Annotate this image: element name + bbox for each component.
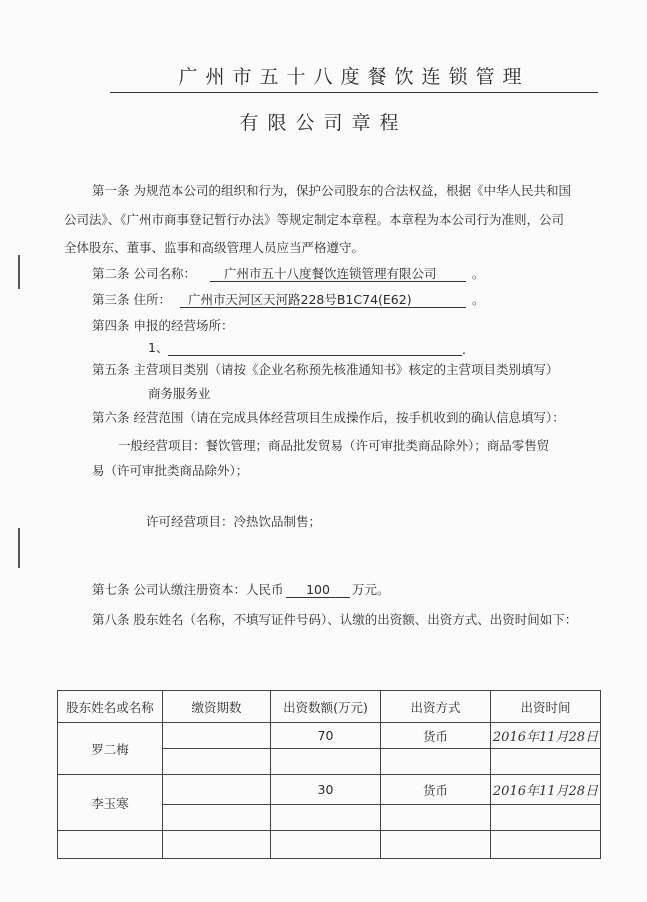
company-name-value: 广州市五十八度餐饮连锁管理有限公司 <box>210 266 466 282</box>
handwritten-date: 2016年11月28日 <box>491 775 601 805</box>
document-page: 广州市五十八度餐饮连锁管理 有限公司章程 第一条 为规范本公司的组织和行为，保护公司股东的合法权益，根据《中华人民共和国 公司法》、《广州市商事登记暂行办法》等规定制定本章程。本章程为本公司行为准则，公司 全体股东、董事、监事和高级管理人员应当严格遵守。 第二条 公司名称： 广州市五十八度餐饮连锁管理有限公司 。 第三条 住所： 广州市天河区天河路228号B1C74(E62) 。 第四条 申报的经营场所： 1、 . 第五条 主营项目类别（请按《企业名称预先核准通知书》核定的主营项目类别填写） 商务服务业 第六条 经营范围（请在完成具体经营项目生成操作后，按手机收到的确认信息填写）： 一般经营项目：餐饮管理；商品批发贸易（许可审批类商品除外）；商品零售贸 易（许可审批类商品除外）； 许可经营项目：冷热饮品制售； 第七条 公司认缴注册资本：人民币 100 万元。 第八条 股东姓名（名称，不填写证件号码）、认缴的出资额、出资方式、出资时间如下： 股东姓名或名称 缴资期数 出资数额(万元) 出资方式 出资时间 罗二梅 70 货币 2016年11月28日 李玉寒 30 货币 2016年11月28日 <box>0 0 647 902</box>
header-cell: 出资方式 <box>381 691 491 723</box>
article-5-text: 第五条 主营项目类别（请按《企业名称预先核准通知书》核定的主营项目类别填写） <box>92 362 559 377</box>
table-header-row <box>58 691 601 723</box>
shareholder-name: 罗二梅 <box>58 723 163 775</box>
method-cell: 货币 <box>381 775 491 805</box>
article-4-label: 第四条 申报的经营场所： <box>92 318 234 333</box>
amount-cell: 70 <box>271 723 381 749</box>
margin-mark <box>18 528 20 568</box>
article-4-item: 1、 <box>148 340 169 355</box>
method-cell: 货币 <box>381 723 491 749</box>
header-cell: 股东姓名或名称 <box>58 691 163 723</box>
header-cell: 缴资期数 <box>163 691 271 723</box>
handwritten-date: 2016年11月28日 <box>491 723 601 749</box>
document-title-line1: 广州市五十八度餐饮连锁管理 <box>110 62 598 93</box>
article-3-label: 第三条 住所： <box>92 292 171 307</box>
header-cell: 出资时间 <box>491 691 601 723</box>
article-6-permit: 许可经营项目：冷热饮品制售； <box>146 514 322 529</box>
article-2-label: 第二条 公司名称： <box>92 266 196 281</box>
margin-mark <box>18 255 20 289</box>
table-row <box>58 723 601 749</box>
article-7-unit: 万元。 <box>352 582 390 597</box>
address-value: 广州市天河区天河路228号B1C74(E62) <box>180 292 466 308</box>
article-6-general-line1: 一般经营项目：餐饮管理；商品批发贸易（许可审批类商品除外）；商品零售贸 <box>118 438 550 453</box>
shareholder-name: 李玉寒 <box>58 775 163 831</box>
article-8-text: 第八条 股东姓名（名称，不填写证件号码）、认缴的出资额、出资方式、出资时间如下： <box>92 612 578 627</box>
article-1-line2: 公司法》、《广州市商事登记暂行办法》等规定制定本章程。本章程为本公司行为准则，公司 <box>64 212 565 227</box>
registered-capital-value: 100 <box>286 582 350 598</box>
business-site-blank <box>168 340 462 356</box>
shareholder-table <box>57 690 601 859</box>
period-cell <box>163 775 271 805</box>
article-7-label: 第七条 公司认缴注册资本：人民币 <box>92 582 284 597</box>
table-row <box>58 775 601 805</box>
article-6-general-line2: 易（许可审批类商品除外）； <box>92 463 249 478</box>
amount-cell: 30 <box>271 775 381 805</box>
header-cell: 出资数额(万元) <box>271 691 381 723</box>
document-title-line2: 有限公司章程 <box>239 112 408 134</box>
period-cell <box>163 723 271 749</box>
table-row <box>58 831 601 859</box>
article-5-value: 商务服务业 <box>148 386 211 401</box>
article-6-text: 第六条 经营范围（请在完成具体经营项目生成操作后，按手机收到的确认信息填写）： <box>92 410 565 425</box>
article-1-line3: 全体股东、董事、监事和高级管理人员应当严格遵守。 <box>64 240 365 255</box>
article-1-line1: 第一条 为规范本公司的组织和行为，保护公司股东的合法权益，根据《中华人民共和国 <box>92 183 571 198</box>
